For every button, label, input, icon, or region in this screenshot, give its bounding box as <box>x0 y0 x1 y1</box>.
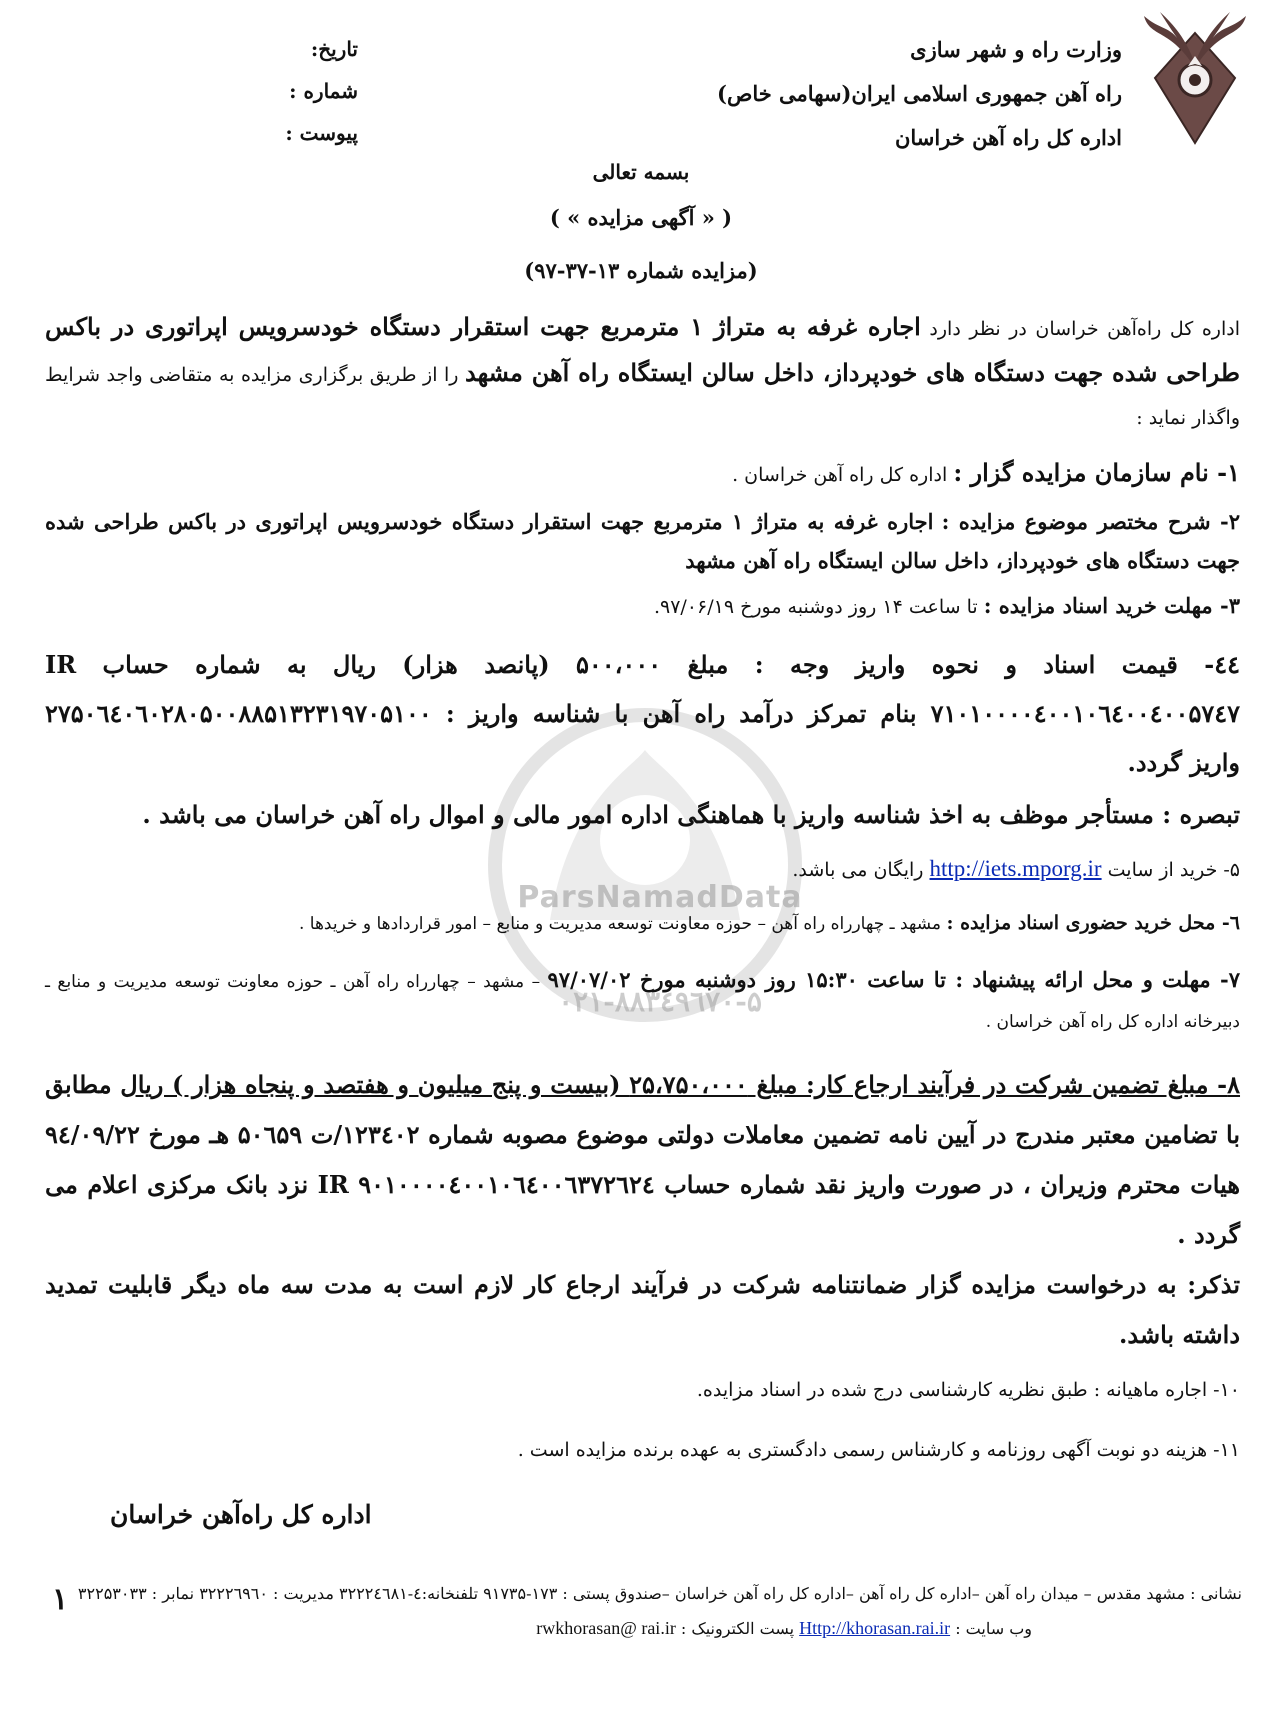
item-4: ٤٤- قیمت اسناد و نحوه واریز وجه : مبلغ ۵۰۰،۰۰۰ (پانصد هزار) ریال به شماره حساب IR ۷۱۰۱۰۰۰۰٤۰۰۱۰٦٤۰۰٤۰۰۵۷٤۷ بنام تمرکز درآمد راه آهن با شناسه واریز : ۲۷۵۰٦٤۰٦۰۲۸۰۵۰۰۸۸۵۱۳۲۳۱۹۷۰۵۱۰۰ واریز گردد. <box>45 650 1240 777</box>
item-11: ۱۱- هزینه دو نوبت آگهی روزنامه و کارشناس رسمی دادگستری به عهده برنده مزایده است . <box>517 1439 1240 1461</box>
item-7-value: – مشهد – چهارراه راه آهن ـ حوزه معاونت توسعه مدیریت و منابع ـ دبیرخانه اداره کل راه آهن خراسان . <box>45 972 1240 1032</box>
item-6 <box>45 905 1240 942</box>
website-link[interactable]: Http://khorasan.rai.ir <box>799 1618 951 1638</box>
item-1 <box>45 455 1240 493</box>
guarantee-amount: ۸- مبلغ تضمین شرکت در فرآیند ارجاع کار: مبلغ ۲۵،۷۵۰،۰۰۰ (بیست و پنج میلیون و هفتصد و پنجاه هزار ) ریال <box>120 1070 1241 1099</box>
auction-number: (مزایده شماره ۱۳-۳۷-۹۷) <box>524 258 758 283</box>
item-7 <box>45 960 1240 1042</box>
letter-meta <box>238 28 358 154</box>
intro-subject: اجاره غرفه به متراژ ۱ مترمربع جهت استقرار دستگاه خودسرویس اپراتوری در باکس طراحی شده جهت دستگاه های خودپرداز، داخل سالن ایستگاه راه آهن مشهد <box>45 312 1240 387</box>
reminder: تذکر: به درخواست مزایده گزار ضمانتنامه شرکت در فرآیند ارجاع کار لازم است به مدت سه ماه دیگر قابلیت تمدید داشته باشد. <box>45 1270 1240 1349</box>
item-6-label: ٦- محل خرید حضوری اسناد مزایده : <box>946 912 1240 934</box>
email-address: rwkhorasan@ rai.ir <box>536 1618 676 1638</box>
intro-suffix: را از طریق برگزاری مزایده به متقاضی واجد شرایط واگذار نماید : <box>45 364 1240 429</box>
item-5-suffix: رایگان می باشد. <box>792 859 924 881</box>
watermark-brand: ParsNamadData <box>517 880 803 915</box>
email-label: پست الکترونیک : <box>680 1619 795 1638</box>
ministry-name: وزارت راه و شهر سازی <box>910 37 1122 62</box>
item-10: ۱۰- اجاره ماهیانه : طبق نظریه کارشناسی درج شده در اسناد مزایده. <box>696 1379 1240 1401</box>
winged-wheel-logo <box>1140 8 1250 148</box>
footer-address: نشانی : مشهد مقدس – میدان راه آهن –اداره کل راه آهن –اداره کل راه آهن خراسان –صندوق پستی : ۱۷۳-۹۱۷۳۵ تلفنخانه:٤-۳۲۲۲٤٦۸۱ مدیریت : ۳۲۲۲٦۹٦۰ نمابر : ۳۲۲۵۳۰۳۳ <box>77 1584 1242 1603</box>
item-1-label: ۱- نام سازمان مزایده گزار : <box>953 458 1240 487</box>
item-5 <box>45 850 1240 889</box>
intro-paragraph <box>45 305 1240 440</box>
item-8 <box>45 1060 1240 1260</box>
footer-contacts <box>0 1618 1032 1639</box>
item-3 <box>45 588 1240 625</box>
notice-title: ( « آگهی مزایده » ) <box>549 205 733 230</box>
attachment-label: پیوست : <box>285 121 358 145</box>
letterhead <box>602 28 1122 160</box>
intro-prefix: اداره کل راه‌آهن خراسان در نظر دارد <box>929 318 1241 340</box>
item-8-details: مطابق با تضامین معتبر مندرج در آیین نامه تضمین معاملات دولتی موضوع مصوبه شماره ۱۲۳٤۰۲/ت ۵۰٦۵۹ هـ مورخ ۹٤/۰۹/۲۲ هیات محترم وزیران ، در صورت واریز نقد شماره حساب IR ۹۰۱۰۰۰۰٤۰۰۱۰٦٤۰۰٦۳۷۲٦۲٤ نزد بانک مرکزی اعلام می گردد . <box>45 1070 1241 1249</box>
item-7-label: ۷- مهلت و محل ارائه پیشنهاد : تا ساعت ۱۵:۳۰ روز دوشنبه مورخ ۹۷/۰۷/۰۲ <box>547 967 1241 992</box>
opening-phrase: بسمه تعالی <box>592 160 690 184</box>
page-number: ۱ <box>52 1582 69 1617</box>
item-2 <box>45 503 1240 581</box>
date-label: تاریخ: <box>310 37 358 61</box>
company-name: راه آهن جمهوری اسلامی ایران(سهامی خاص) <box>717 81 1122 106</box>
watermark-phone: ۰۲۱-۸۸۳٤۹٦۷۰-۵ <box>558 985 762 1018</box>
website-label: وب سایت : <box>955 1619 1032 1638</box>
note: تبصره : مستأجر موظف به اخذ شناسه واریز با هماهنگی اداره امور مالی و اموال راه آهن خراسان می باشد . <box>142 800 1240 829</box>
office-name: اداره کل راه آهن خراسان <box>894 125 1122 150</box>
signature: اداره کل راه‌آهن خراسان <box>110 1500 372 1529</box>
item-2-label: ۲- شرح مختصر موضوع مزایده : <box>941 509 1240 534</box>
iets-site-link[interactable]: http://iets.mporg.ir <box>929 856 1102 881</box>
item-3-label: ۳- مهلت خرید اسناد مزایده : <box>983 593 1240 618</box>
item-2-value: اجاره غرفه به متراژ ۱ مترمربع جهت استقرار دستگاه خودسرویس اپراتوری در باکس طراحی شده جهت دستگاه های خودپرداز، داخل سالن ایستگاه راه آهن مشهد <box>45 509 1240 573</box>
item-3-value: تا ساعت ۱۴ روز دوشنبه مورخ ۹۷/۰۶/۱۹. <box>653 596 978 618</box>
item-1-value: اداره کل راه آهن خراسان . <box>732 464 948 486</box>
item-6-value: مشهد ـ چهارراه راه آهن – حوزه معاونت توسعه مدیریت و منابع – امور قراردادها و خریدها . <box>298 914 942 934</box>
number-label: شماره : <box>289 79 358 103</box>
item-5-prefix: ۵- خرید از سایت <box>1107 859 1240 881</box>
